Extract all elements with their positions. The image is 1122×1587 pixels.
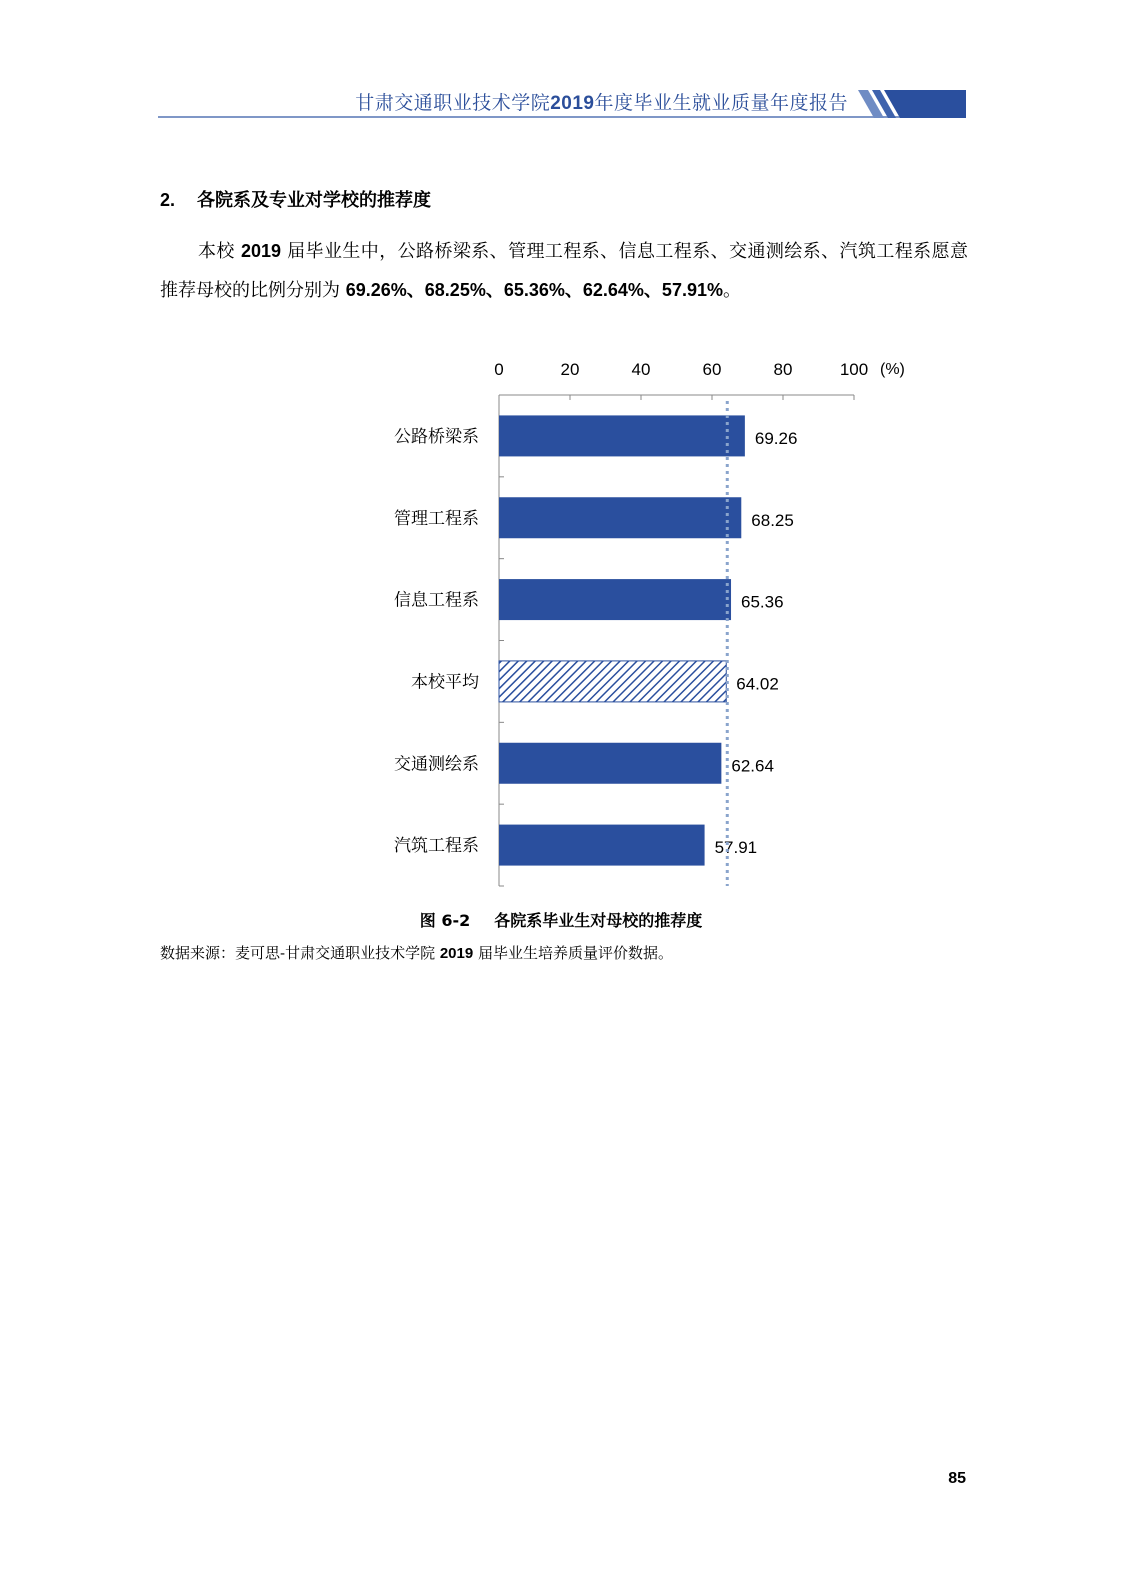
source-text: 数据来源：麦可思-甘肃交通职业技术学院: [160, 944, 440, 962]
paragraph-text: 届毕业生中，公路桥梁系、管理工程系、信息工程系、交通测绘系、汽筑工程系愿意推荐母校的比例分别为: [160, 241, 968, 301]
category-label: 汽筑工程系: [394, 836, 479, 857]
bar: [499, 825, 705, 866]
source-year: 2019: [439, 945, 474, 962]
data-source-note: [160, 942, 673, 963]
figure-caption: [0, 908, 1122, 931]
paragraph-text: 本校: [198, 241, 241, 262]
bar: [499, 579, 731, 620]
page-number: 85: [948, 1470, 966, 1487]
category-label: 信息工程系: [394, 590, 479, 611]
category-label: 本校平均: [411, 672, 479, 693]
recommendation-bar-chart: [370, 350, 930, 895]
header-title-year: 2019: [550, 93, 595, 114]
bar: [499, 497, 741, 538]
category-label: 公路桥梁系: [394, 426, 479, 447]
source-text: 届毕业生培养质量评价数据。: [473, 944, 673, 962]
bar-average: [499, 661, 726, 702]
bar: [499, 743, 721, 784]
figure-title: 各院系毕业生对母校的推荐度: [494, 911, 703, 930]
value-label: 64.02: [736, 674, 779, 694]
value-label: 68.25: [751, 510, 794, 530]
x-tick-label: 100: [839, 360, 869, 379]
section-number: 2.: [160, 190, 176, 210]
header-title-part2: 年度毕业生就业质量年度报告: [594, 92, 848, 114]
paragraph-text: 。: [722, 280, 741, 301]
value-label: 57.91: [714, 838, 758, 858]
header-title-part1: 甘肃交通职业技术学院: [355, 92, 551, 114]
header-rule: [158, 116, 966, 118]
bar: [499, 415, 745, 456]
category-label: 管理工程系: [394, 508, 479, 529]
x-unit-label: (%): [880, 361, 905, 378]
figure-label: 图 6-2: [419, 911, 471, 930]
paragraph-year: 2019: [240, 241, 282, 261]
x-tick-label: 60: [702, 360, 722, 379]
paragraph-values: 69.26%、68.25%、65.36%、62.64%、57.91%: [345, 280, 723, 300]
x-tick-label: 80: [773, 360, 793, 379]
category-label: 交通测绘系: [394, 754, 479, 775]
body-paragraph: [160, 232, 968, 310]
section-heading: [160, 186, 431, 212]
section-title: 各院系及专业对学校的推荐度: [197, 190, 432, 211]
header-stripes-decoration: [858, 90, 966, 118]
page-header-title: [0, 88, 848, 115]
x-tick-label: 20: [560, 360, 580, 379]
value-label: 65.36: [741, 592, 784, 612]
value-label: 69.26: [754, 428, 798, 448]
value-label: 62.64: [731, 756, 774, 776]
x-tick-label: 40: [631, 360, 651, 379]
x-tick-label: 0: [494, 360, 504, 379]
